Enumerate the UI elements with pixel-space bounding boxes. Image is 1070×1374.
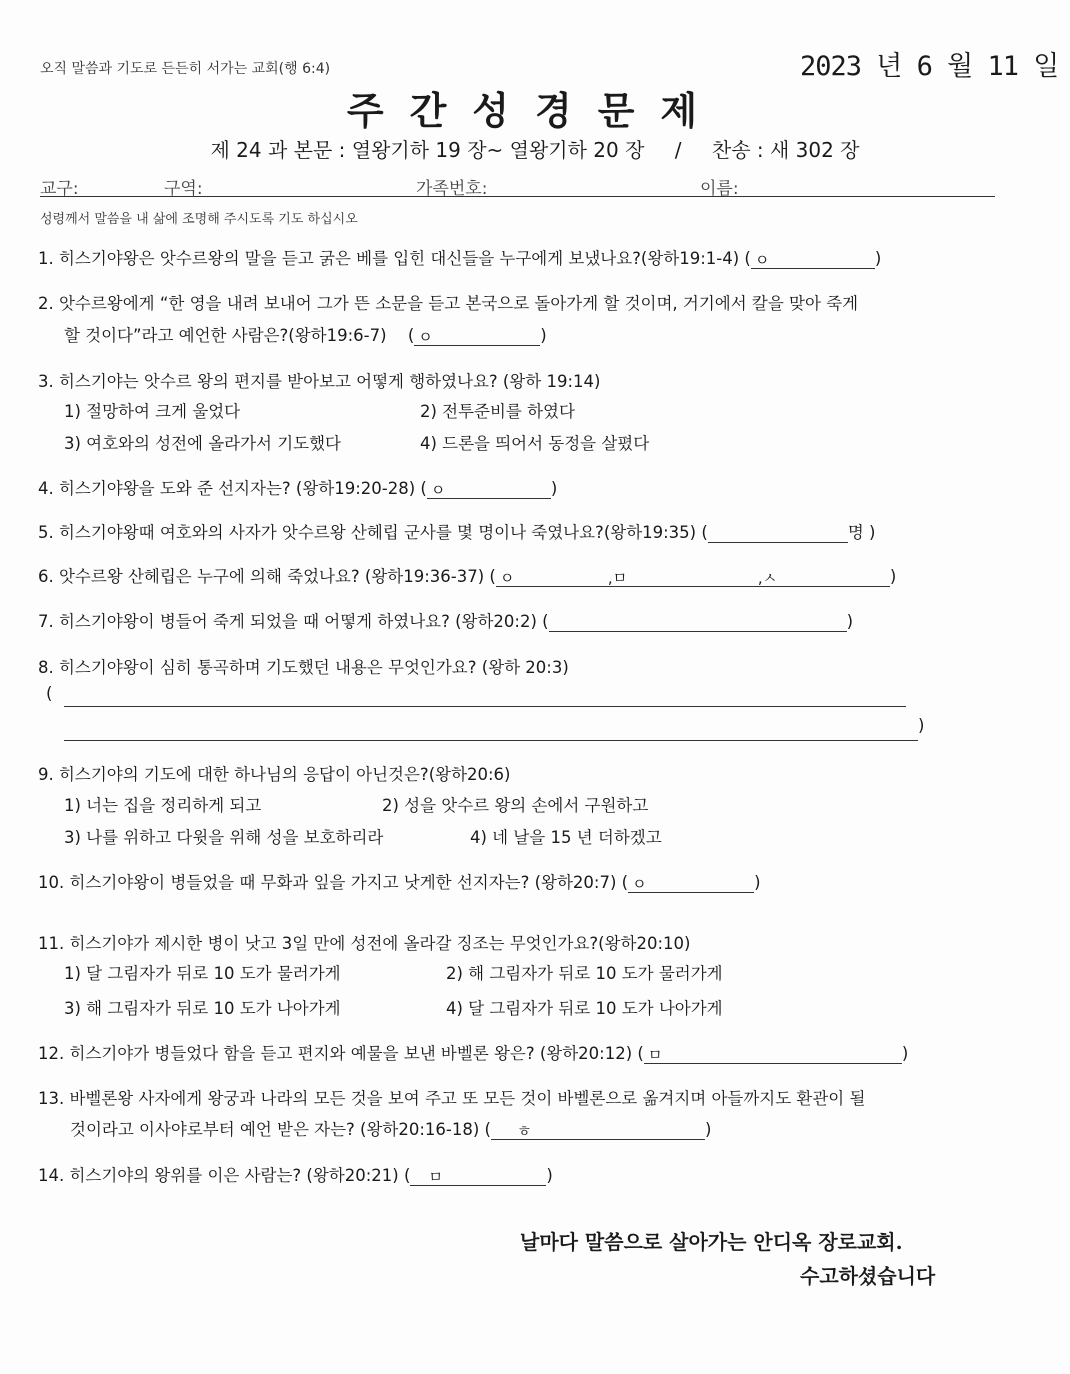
name-label: 이름: — [700, 179, 739, 199]
answer-hint-12: ㅁ — [647, 1046, 663, 1064]
question-2-line2 — [64, 322, 547, 346]
close-paren: ) — [901, 1044, 909, 1063]
answer-blank-7[interactable] — [549, 613, 847, 632]
question-3-option-2[interactable]: 2) 전투준비를 하였다 — [420, 402, 575, 421]
answer-blank-2[interactable] — [414, 327, 540, 346]
question-11-option-3[interactable]: 3) 해 그림자가 뒤로 10 도가 나아가게 — [64, 999, 341, 1018]
close-paren: ) — [874, 249, 882, 268]
question-3-option-1[interactable]: 1) 절망하여 크게 울었다 — [64, 402, 241, 421]
close-paren: ) — [546, 1166, 553, 1185]
answer-line-8a[interactable] — [64, 706, 906, 707]
question-6-text: 6. 앗수르왕 산헤립은 누구에 의해 죽었나요? (왕하19:36-37) ( — [38, 567, 496, 586]
answer-line-8b[interactable] — [64, 740, 918, 741]
close-paren: ) — [846, 612, 854, 631]
question-5-text: 5. 히스기야왕때 여호와의 사자가 앗수르왕 산헤립 군사를 몇 명이나 죽였나요?(왕하19:35) ( — [38, 523, 708, 542]
close-paren: ) — [754, 873, 761, 892]
answer-blank-6b[interactable] — [608, 568, 758, 587]
question-12 — [38, 1040, 908, 1064]
hymn-text: 찬송 : 새 302 장 — [711, 138, 860, 162]
question-5 — [38, 519, 875, 543]
question-13-line1: 13. 바벨론왕 사자에게 왕궁과 나라의 모든 것을 보여 주고 또 모든 것이 바벨론으로 옮겨지며 아들까지도 환관이 될 — [38, 1089, 866, 1108]
answer-blank-4[interactable] — [427, 480, 551, 499]
lesson-separator: / — [674, 138, 682, 162]
question-11: 11. 히스기야가 제시한 병이 낫고 3일 만에 성전에 올라갈 징조는 무엇인가요?(왕하20:10) — [38, 934, 691, 953]
closing-thanks: 수고하셨습니다 — [800, 1264, 936, 1288]
question-9-option-4[interactable]: 4) 네 날을 15 년 더하겠고 — [470, 828, 662, 847]
answer-hint-10: ㅇ — [632, 875, 647, 893]
question-6 — [38, 563, 896, 587]
question-11-option-1[interactable]: 1) 달 그림자가 뒤로 10 도가 물러가게 — [64, 964, 341, 983]
district-label: 교구: — [40, 179, 79, 199]
question-10-text: 10. 히스기야왕이 병들었을 때 무화과 잎을 가지고 낫게한 선지자는? (왕하20:7) ( — [38, 873, 629, 892]
question-3: 3. 히스기야는 앗수르 왕의 편지를 받아보고 어떻게 행하였나요? (왕하 19:14) — [38, 372, 601, 391]
close-paren: ) — [889, 567, 897, 586]
family-number-label: 가족번호: — [416, 179, 488, 199]
question-9-option-2[interactable]: 2) 성을 앗수르 왕의 손에서 구원하고 — [382, 796, 649, 815]
lesson-line — [0, 134, 1070, 163]
answer-hint-6b: ,ㅁ — [607, 569, 628, 587]
lesson-text: 제 24 과 본문 : 열왕기하 19 장~ 열왕기하 20 장 — [210, 138, 645, 162]
close-paren: ) — [704, 1120, 712, 1139]
answer-hint-13: ㅎ — [516, 1122, 532, 1140]
answer-hint-4: ㅇ — [430, 481, 446, 499]
question-4 — [38, 475, 557, 499]
question-1-text: 1. 히스기야왕은 앗수르왕의 말을 듣고 굵은 베를 입힌 대신들을 누구에게 보냈나요?(왕하19:1-4) ( — [38, 249, 751, 268]
answer-hint-2: ㅇ — [418, 328, 433, 346]
question-11-option-2[interactable]: 2) 해 그림자가 뒤로 10 도가 물러가게 — [446, 964, 723, 983]
close-paren: ) — [540, 326, 547, 345]
answer-blank-6a[interactable] — [496, 568, 608, 587]
question-10 — [38, 869, 761, 893]
question-9-option-3[interactable]: 3) 나를 위하고 다윗을 위해 성을 보호하리라 — [64, 828, 384, 847]
answer-blank-1[interactable] — [751, 250, 875, 269]
question-2-text: 할 것이다”라고 예언한 사람은?(왕하19:6-7) — [64, 326, 387, 345]
worksheet-date: 2023 년 6 월 11 일 — [800, 51, 1059, 82]
answer-blank-12[interactable] — [644, 1045, 902, 1064]
answer-hint-14: ㅁ — [428, 1168, 443, 1186]
open-paren: ( — [407, 326, 415, 345]
question-3-option-3[interactable]: 3) 여호와의 성전에 올라가서 기도했다 — [64, 434, 341, 453]
answer-blank-6c[interactable] — [758, 568, 890, 587]
question-9: 9. 히스기야의 기도에 대한 하나님의 응답이 아닌것은?(왕하20:6) — [38, 765, 511, 784]
church-motto: 오직 말씀과 기도로 든든히 서가는 교회(행 6:4) — [40, 61, 331, 77]
question-7 — [38, 608, 853, 632]
close-paren: ) — [918, 716, 925, 735]
answer-hint-6c: ,ㅅ — [757, 569, 778, 587]
question-13-text: 것이라고 이사야로부터 예언 받은 자는? (왕하20:16-18) ( — [70, 1120, 491, 1139]
answer-hint-6a: ㅇ — [499, 569, 515, 587]
closing-church-line: 날마다 말씀으로 살아가는 안디옥 장로교회. — [520, 1230, 903, 1254]
area-label: 구역: — [164, 179, 203, 199]
question-4-text: 4. 히스기야왕을 도와 준 선지자는? (왕하19:20-28) ( — [38, 479, 427, 498]
question-12-text: 12. 히스기야가 병들었다 함을 듣고 편지와 예물을 보낸 바벨론 왕은? (왕하20:12) ( — [38, 1044, 644, 1063]
question-11-option-4[interactable]: 4) 달 그림자가 뒤로 10 도가 나아가게 — [446, 999, 723, 1018]
close-paren: ) — [550, 479, 558, 498]
question-1 — [38, 245, 881, 269]
page-title: 주간성경문제 — [346, 89, 724, 133]
question-14-text: 14. 히스기야의 왕위를 이은 사람는? (왕하20:21) ( — [38, 1166, 411, 1185]
answer-blank-14[interactable] — [410, 1167, 546, 1186]
question-7-text: 7. 히스기야왕이 병들어 죽게 되었을 때 어떻게 하였나요? (왕하20:2) ( — [38, 612, 549, 631]
question-3-option-4[interactable]: 4) 드론을 띄어서 동정을 살폈다 — [420, 434, 650, 453]
question-14 — [38, 1162, 553, 1186]
question-13-line2 — [70, 1116, 711, 1140]
answer-blank-5[interactable] — [708, 524, 848, 543]
open-paren: ( — [46, 684, 53, 703]
answer-blank-13[interactable] — [491, 1121, 705, 1140]
answer-blank-10[interactable] — [628, 874, 754, 893]
answer-hint-1: ㅇ — [754, 251, 770, 269]
question-2-line1: 2. 앗수르왕에게 “한 영을 내려 보내어 그가 뜬 소문을 듣고 본국으로 돌아가게 할 것이며, 거기에서 칼을 맞아 죽게 — [38, 294, 859, 313]
answer-unit: 명 ) — [847, 523, 876, 542]
info-line — [40, 174, 995, 197]
question-8: 8. 히스기야왕이 심히 통곡하며 기도했던 내용은 무엇인가요? (왕하 20:3) — [38, 658, 569, 677]
question-9-option-1[interactable]: 1) 너는 집을 정리하게 되고 — [64, 796, 262, 815]
prayer-note: 성령께서 말씀을 내 삶에 조명해 주시도록 기도 하십시오 — [40, 212, 358, 227]
